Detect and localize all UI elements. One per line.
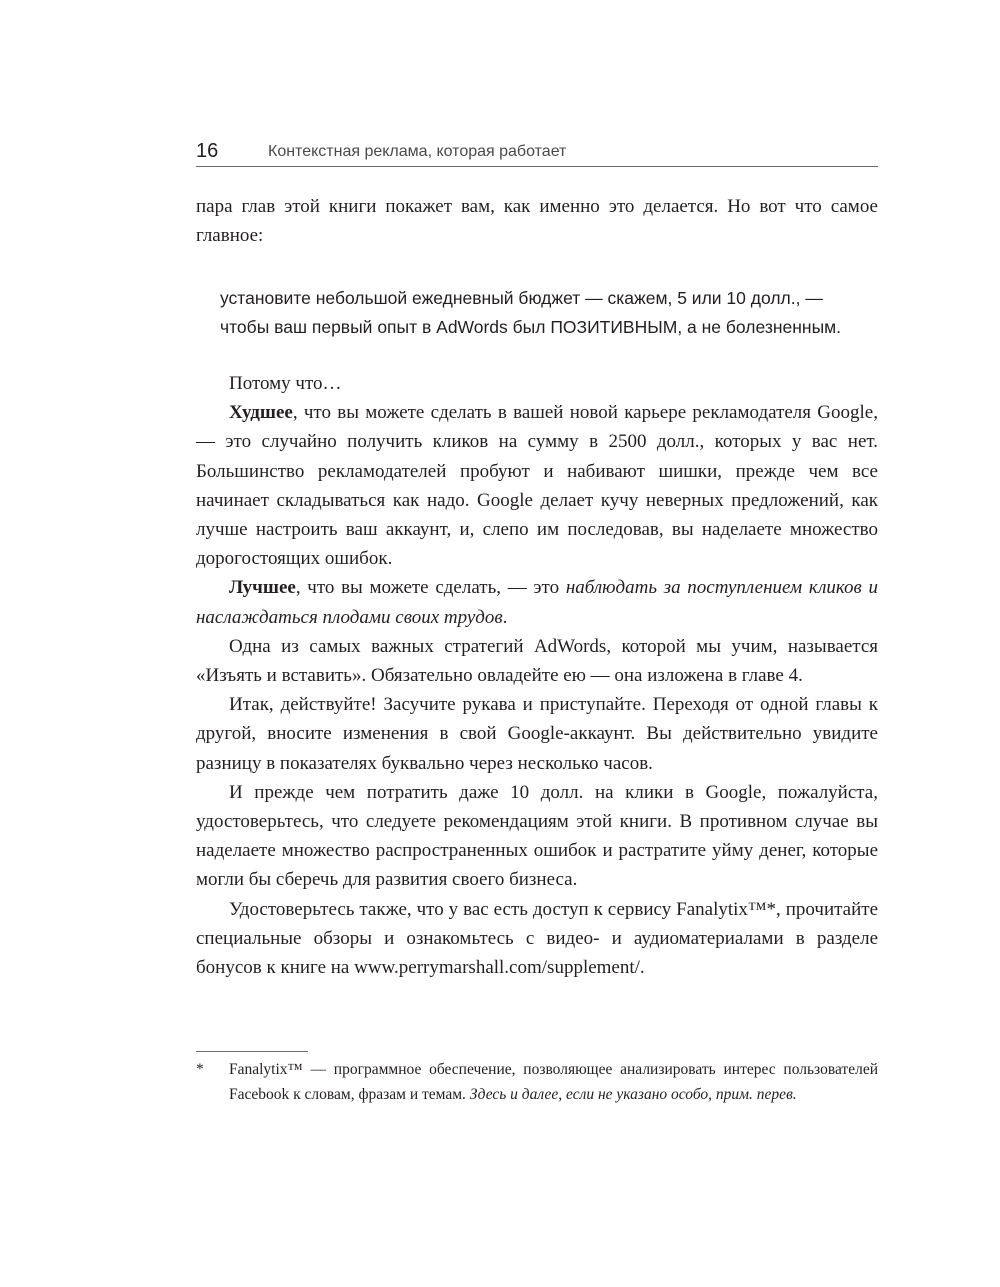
footnote <box>196 1058 878 1107</box>
footnote-marker: * <box>196 1061 204 1078</box>
intro-paragraph: пара глав этой книги покажет вам, как именно это делается. Но вот что самое главное: <box>196 196 878 247</box>
page-header <box>196 138 878 168</box>
intro-text <box>196 192 878 250</box>
paragraph-7: Удостоверьтесь также, что у вас есть доступ к сервису Fanalytix™*, прочитайте специальные обзоры и ознакомьтесь с видео- и аудиоматериалами в разделе бонусов к книге на www.perrymarshall.com/supplement/. <box>196 898 878 979</box>
paragraph-1: Потому что… <box>229 373 342 394</box>
bold-term-worst: Худшее <box>229 402 293 424</box>
paragraph-4: Одна из самых важных стратегий AdWords, которой мы учим, называется «Изъять и вставить». Обязательно овладейте ею — она изложена в главе 4. <box>196 635 878 687</box>
callout-line-1: установите небольшой ежедневный бюджет — скажем, 5 или 10 долл., — <box>220 288 823 308</box>
footnote-italic: Здесь и далее, если не указано особо, прим. перев. <box>469 1085 797 1103</box>
paragraph-3: Лучшее, что вы можете сделать, — это наблюдать за поступлением кликов и наслаждаться плодами своих трудов. <box>196 577 878 628</box>
footnote-text: Fanalytix™ — программное обеспечение, позволяющее анализировать интерес пользователей Facebook к словам, фразам и темам. Здесь и далее, если не указано особо, прим. перев. <box>229 1061 878 1103</box>
bold-term-best: Лучшее <box>229 577 296 599</box>
callout-block <box>220 284 870 342</box>
paragraph-5: Итак, действуйте! Засучите рукава и приступайте. Переходя от одной главы к другой, вносите изменения в свой Google-аккаунт. Вы действительно увидите разницу в показателях буквально через несколько часов. <box>196 694 878 774</box>
callout-line-2: чтобы ваш первый опыт в AdWords был ПОЗИТИВНЫМ, а не болезненным. <box>220 317 842 337</box>
page-number: 16 <box>196 140 219 162</box>
paragraph-2: Худшее, что вы можете сделать в вашей новой карьере рекламодателя Google, — это случайно получить кликов на сумму в 2500 долл., которых у вас нет. Большинство рекламодателей пробуют и набивают шишки, прежде чем все начинает складываться как надо. Google делает кучу неверных предложений, как лучше настроить ваш аккаунт, и, слепо им последовав, вы наделаете множество дорогостоящих ошибок. <box>196 402 878 570</box>
running-title: Контекстная реклама, которая работает <box>268 143 567 160</box>
italic-emphasis: наблюдать за поступлением кликов и наслаждаться плодами своих трудов <box>196 577 878 628</box>
header-divider <box>196 166 878 167</box>
footnote-divider <box>196 1051 308 1052</box>
paragraph-6: И прежде чем потратить даже 10 долл. на клики в Google, пожалуйста, удостоверьтесь, что следуете рекомендациям этой книги. В противном случае вы наделаете множество распространенных ошибок и растратите уйму денег, которые могли бы сберечь для развития своего бизнеса. <box>196 781 878 891</box>
main-body <box>196 369 878 982</box>
